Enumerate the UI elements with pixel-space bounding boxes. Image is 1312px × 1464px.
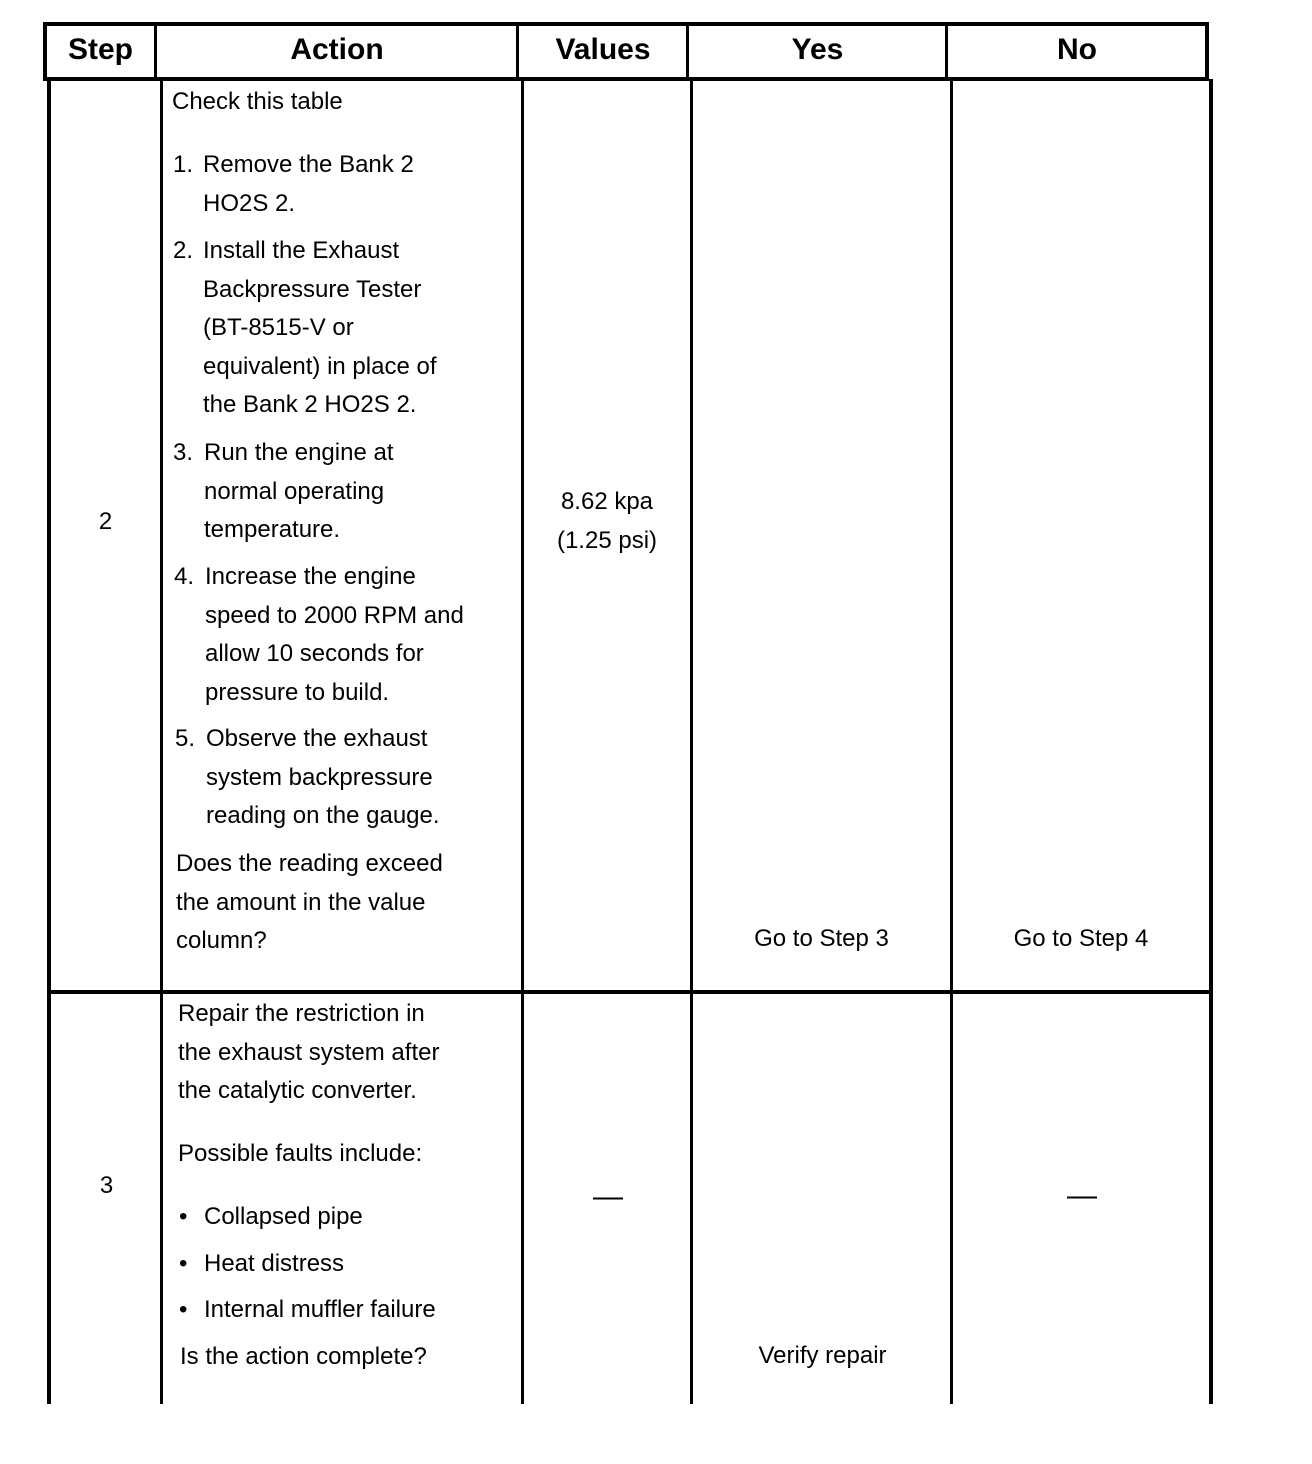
step-2-number: 2 xyxy=(98,508,113,535)
question-line: Does the reading exceed xyxy=(176,850,443,877)
step-3-values: — xyxy=(593,1180,623,1213)
question-line: column? xyxy=(176,927,267,954)
item-line: speed to 2000 RPM and xyxy=(205,601,464,629)
header-bottom-border xyxy=(43,77,1209,81)
step-3-number: 3 xyxy=(99,1172,114,1199)
item-line: equivalent) in place of xyxy=(203,352,437,380)
step-2-intro: Check this table xyxy=(172,88,343,115)
item-line: normal operating xyxy=(204,477,385,505)
step-3-intro xyxy=(178,995,439,1111)
item-number: 4. xyxy=(174,563,195,590)
header-action: Action xyxy=(290,33,384,66)
item-number: 1. xyxy=(173,151,194,178)
step-3-faults-heading: Possible faults include: xyxy=(178,1140,423,1167)
item-line: allow 10 seconds for xyxy=(205,640,424,667)
item-line: the Bank 2 HO2S 2. xyxy=(203,391,417,418)
intro-line: the catalytic converter. xyxy=(178,1077,417,1104)
item-line: Backpressure Tester xyxy=(203,275,422,303)
step-2-no: Go to Step 4 xyxy=(1013,925,1149,952)
intro-line: the exhaust system after xyxy=(178,1038,440,1066)
bullet-text: Collapsed pipe xyxy=(204,1203,363,1230)
item-line: (BT-8515-V or xyxy=(203,314,354,341)
bullet-icon: • xyxy=(179,1250,188,1277)
bullet-icon: • xyxy=(179,1296,188,1323)
step-3-no: — xyxy=(1067,1179,1097,1212)
header-yes: Yes xyxy=(791,33,844,66)
item-line: Observe the exhaust xyxy=(206,725,428,752)
value-line: 8.62 kpa xyxy=(560,488,654,515)
value-line: (1.25 psi) xyxy=(556,526,658,554)
step-2-question xyxy=(176,845,443,961)
question-line: the amount in the value xyxy=(176,888,426,916)
bullet-icon: • xyxy=(179,1203,188,1230)
item-number: 5. xyxy=(175,725,196,752)
step-2-values xyxy=(524,483,690,560)
step-3-question: Is the action complete? xyxy=(180,1343,427,1370)
item-line: Run the engine at xyxy=(204,439,394,466)
item-line: HO2S 2. xyxy=(203,189,296,217)
bullet-text: Heat distress xyxy=(204,1250,345,1277)
intro-line: Repair the restriction in xyxy=(178,1000,425,1027)
step-3-yes: Verify repair xyxy=(758,1342,887,1369)
item-line: Increase the engine xyxy=(205,563,416,590)
item-line: Install the Exhaust xyxy=(203,237,400,264)
item-line: temperature. xyxy=(204,516,341,543)
item-number: 2. xyxy=(173,237,194,264)
header-values: Values xyxy=(555,33,651,66)
item-line: Remove the Bank 2 xyxy=(203,151,414,178)
bullet-text: Internal muffler failure xyxy=(204,1296,436,1323)
step-2-yes: Go to Step 3 xyxy=(754,925,889,952)
item-line: pressure to build. xyxy=(205,678,390,706)
item-line: system backpressure xyxy=(206,763,433,791)
header-no: No xyxy=(1057,33,1097,66)
table-top-border xyxy=(43,22,1209,26)
header-step: Step xyxy=(67,33,133,66)
item-number: 3. xyxy=(173,439,194,466)
row-divider xyxy=(47,990,1213,994)
item-line: reading on the gauge. xyxy=(206,802,440,829)
